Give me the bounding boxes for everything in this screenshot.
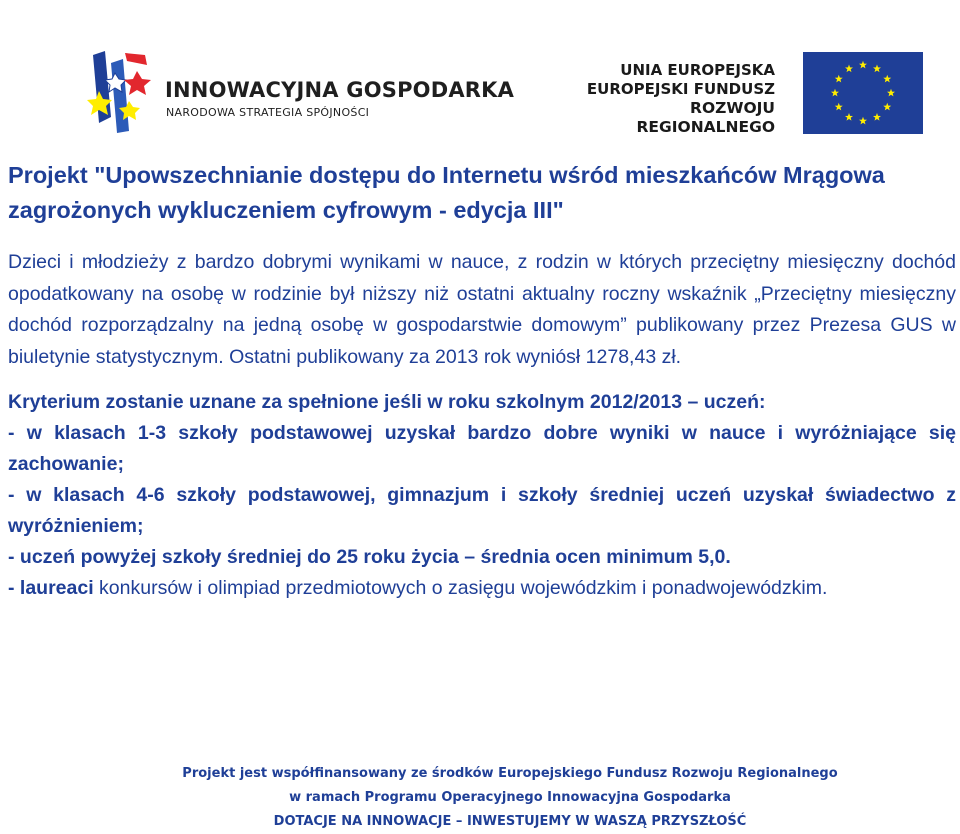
eu-logo bbox=[555, 25, 950, 135]
eu-logo-text bbox=[555, 61, 775, 137]
criteria-section bbox=[8, 387, 956, 604]
criteria-item-3: - uczeń powyżej szkoły średniej do 25 roku życia – średnia ocen minimum 5,0. bbox=[8, 546, 731, 568]
criteria-item-4-bold: - laureaci bbox=[8, 577, 94, 599]
footer-line1: Projekt jest współfinansowany ze środków Europejskiego Fundusz Rozwoju Regionalnego bbox=[182, 766, 838, 781]
ig-logo-subtitle: NARODOWA STRATEGIA SPÓJNOŚCI bbox=[166, 106, 370, 119]
eu-logo-line3: ROZWOJU REGIONALNEGO bbox=[636, 99, 775, 136]
ig-logo-title: INNOWACYJNA GOSPODARKA bbox=[165, 78, 515, 102]
header-logos bbox=[0, 0, 960, 140]
criteria-item-2: - w klasach 4-6 szkoły podstawowej, gimnazjum i szkoły średniej uczeń uzyskał świadectwo z wyróżnieniem; bbox=[8, 484, 956, 537]
criteria-item-1: - w klasach 1-3 szkoły podstawowej uzyskał bardzo dobre wyniki w nauce i wyróżniające się zachowanie; bbox=[8, 422, 956, 475]
eu-logo-line1: UNIA EUROPEJSKA bbox=[620, 61, 775, 79]
footer bbox=[0, 762, 960, 834]
eu-flag-icon bbox=[803, 52, 923, 134]
main-content bbox=[8, 158, 956, 604]
footer-line3: DOTACJE NA INNOWACJE – INWESTUJEMY W WASZĄ PRZYSZŁOŚĆ bbox=[273, 814, 747, 829]
criteria-item-4 bbox=[8, 573, 956, 604]
eu-logo-line2: EUROPEJSKI FUNDUSZ bbox=[586, 80, 775, 98]
criteria-intro: Kryterium zostanie uznane za spełnione jeśli w roku szkolnym 2012/2013 – uczeń: bbox=[8, 391, 766, 413]
criteria-item-4-rest: konkursów i olimpiad przedmiotowych o zasięgu wojewódzkim i ponadwojewódzkim. bbox=[93, 577, 828, 599]
innowacyjna-gospodarka-logo bbox=[85, 45, 525, 145]
project-title: Projekt "Upowszechnianie dostępu do Internetu wśród mieszkańców Mrągowa zagrożonych wykluczeniem cyfrowym - edycja III" bbox=[8, 162, 885, 223]
eligibility-paragraph: Dzieci i młodzieży z bardzo dobrymi wynikami w nauce, z rodzin w których przeciętny miesięczny dochód opodatkowany na osobę w rodzinie był niższy niż ostatni aktualny roczny wskaźnik „Przeciętny miesięczny dochód rozporządzalny na jedną osobę w gospodarstwie domowym” publikowany przez Prezesa GUS w biuletynie statystycznym. Ostatni publikowany za 2013 rok wyniósł 1278,43 zł. bbox=[8, 251, 956, 368]
footer-line2: w ramach Programu Operacyjnego Innowacyjna Gospodarka bbox=[289, 790, 731, 805]
ig-star-icon bbox=[85, 45, 165, 140]
